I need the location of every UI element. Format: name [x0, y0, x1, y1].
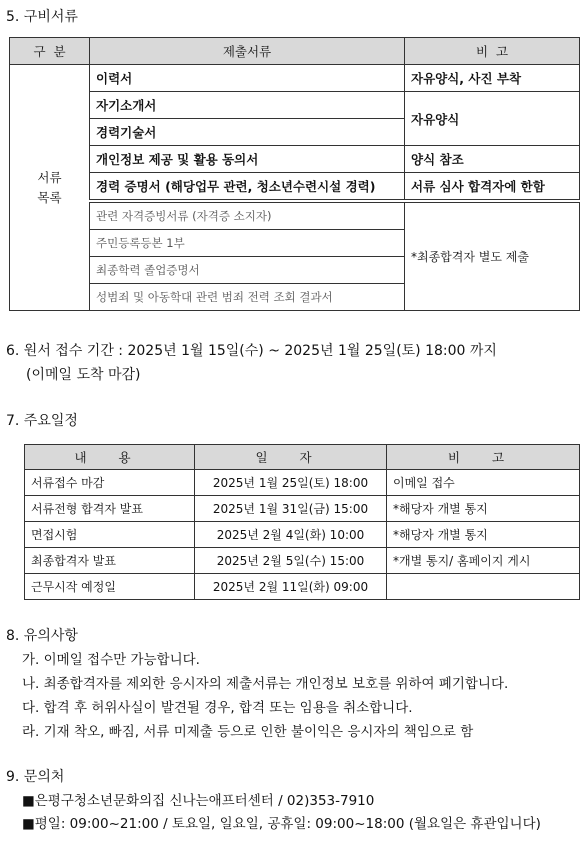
table-row	[25, 522, 580, 548]
schedule-note: 이메일 접수	[387, 470, 580, 496]
schedule-date: 2025년 1월 25일(토) 18:00	[195, 470, 387, 496]
schedule-content: 근무시작 예정일	[25, 574, 195, 600]
schedule-content: 서류접수 마감	[25, 470, 195, 496]
table-row	[10, 201, 580, 230]
table-row	[10, 65, 580, 92]
header-content: 내 용	[25, 445, 195, 470]
table-row	[25, 496, 580, 522]
section7-heading: 7. 주요일정	[6, 413, 78, 429]
table-row	[10, 92, 580, 119]
document-cell: 개인정보 제공 및 활용 동의서	[90, 146, 405, 173]
header-document: 제출서류	[90, 38, 405, 65]
schedule-date: 2025년 2월 4일(화) 10:00	[195, 522, 387, 548]
header-category: 구 분	[10, 38, 90, 65]
table-row	[10, 173, 580, 202]
required-documents-table	[9, 37, 580, 311]
category-cell	[10, 65, 90, 311]
table-row	[25, 470, 580, 496]
application-period-note: (이메일 도착 마감)	[26, 367, 141, 383]
schedule-note	[387, 574, 580, 600]
document-cell: 경력 증명서 (해당업무 관련, 청소년수련시설 경력)	[90, 173, 405, 202]
document-cell: 최종학력 졸업증명서	[90, 257, 405, 284]
table-header-row	[25, 445, 580, 470]
contact-item: ■평일: 09:00~21:00 / 토요일, 일요일, 공휴일: 09:00~18:00 (월요일은 휴관입니다)	[22, 816, 541, 832]
header-note: 비 고	[387, 445, 580, 470]
schedule-content: 면접시험	[25, 522, 195, 548]
section9-heading: 9. 문의처	[6, 769, 65, 785]
table-row	[25, 574, 580, 600]
schedule-content: 서류전형 합격자 발표	[25, 496, 195, 522]
section8-heading: 8. 유의사항	[6, 628, 78, 644]
table-header-row	[10, 38, 580, 65]
schedule-note: *개별 통지/ 홈페이지 게시	[387, 548, 580, 574]
document-cell: 성범죄 및 아동학대 관련 범죄 전력 조회 결과서	[90, 284, 405, 311]
notice-item: 가. 이메일 접수만 가능합니다.	[22, 652, 200, 668]
header-note: 비 고	[405, 38, 580, 65]
note-cell: 양식 참조	[405, 146, 580, 173]
document-cell: 이력서	[90, 65, 405, 92]
document-cell: 주민등록등본 1부	[90, 230, 405, 257]
table-row	[10, 146, 580, 173]
note-cell: 자유양식	[405, 92, 580, 146]
schedule-note: *해당자 개별 통지	[387, 522, 580, 548]
section5-heading: 5. 구비서류	[6, 9, 78, 25]
schedule-content: 최종합격자 발표	[25, 548, 195, 574]
application-period: 6. 원서 접수 기간 : 2025년 1월 15일(수) ~ 2025년 1월 25일(토) 18:00 까지	[6, 343, 497, 359]
category-line: 목록	[37, 189, 62, 205]
notice-item: 나. 최종합격자를 제외한 응시자의 제출서류는 개인정보 보호를 위하여 폐기합니다.	[22, 676, 509, 692]
header-date: 일 자	[195, 445, 387, 470]
document-cell: 관련 자격증빙서류 (자격증 소지자)	[90, 201, 405, 230]
category-line: 서류	[37, 169, 62, 185]
schedule-note: *해당자 개별 통지	[387, 496, 580, 522]
note-cell: 자유양식, 사진 부착	[405, 65, 580, 92]
schedule-table	[24, 444, 580, 600]
note-cell: *최종합격자 별도 제출	[405, 201, 580, 311]
schedule-date: 2025년 2월 5일(수) 15:00	[195, 548, 387, 574]
note-cell: 서류 심사 합격자에 한함	[405, 173, 580, 202]
schedule-date: 2025년 2월 11일(화) 09:00	[195, 574, 387, 600]
notice-item: 라. 기재 착오, 빠짐, 서류 미제출 등으로 인한 불이익은 응시자의 책임으로 함	[22, 724, 474, 740]
table-row	[25, 548, 580, 574]
notice-item: 다. 합격 후 허위사실이 발견될 경우, 합격 또는 임용을 취소합니다.	[22, 700, 413, 716]
schedule-date: 2025년 1월 31일(금) 15:00	[195, 496, 387, 522]
document-cell: 자기소개서	[90, 92, 405, 119]
contact-item: ■은평구청소년문화의집 신나는애프터센터 / 02)353-7910	[22, 793, 375, 809]
document-cell: 경력기술서	[90, 119, 405, 146]
